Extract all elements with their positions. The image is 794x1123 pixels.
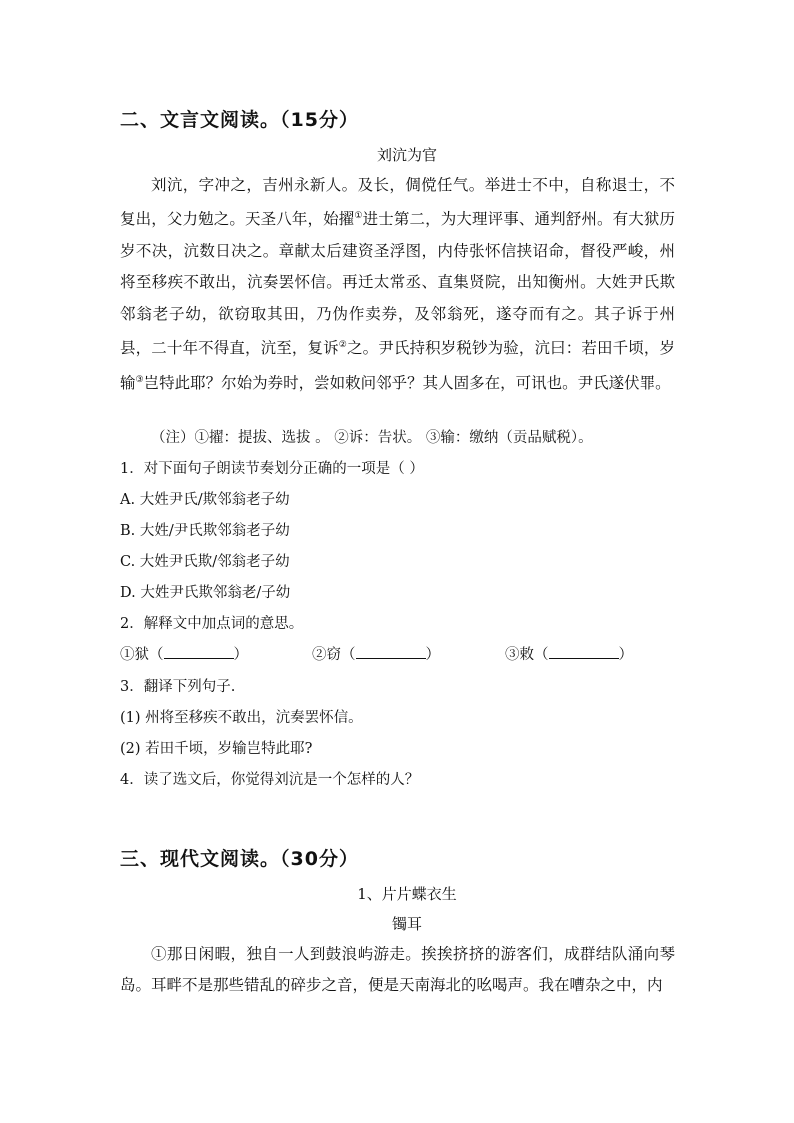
classical-passage: 刘沆，字冲之，吉州永新人。及长，倜傥任气。举进士不中，自称退士，不复出，父力勉之。天圣八年，始擢①进士第二，为大理评事、通判舒州。有大狱历岁不决，沆数日决之。章献太后建资圣浮图，内侍张怀信挟诏命，督役严峻，州将至移疾不敢出，沆奏罢怀信。再迁太常丞、直集贤院，出知衡州。大姓尹氏欺邻翁老子幼，欲窃取其田，乃伪作卖券，及邻翁死，遂夺而有之。其子诉于州县，二十年不得直，沆至，复诉②之。尹氏持积岁税钞为验，沆曰：若田千顷，岁输③岂特此耶？尔始为券时，尝如敕问邻乎？其人固多在，可讯也。尹氏遂伏罪。 xyxy=(120,176,675,392)
passage-title: 刘沆为官 xyxy=(376,146,437,164)
annotation-notes: （注）①擢：提拔、选拔 。 ②诉：告状。 ③输：缴纳（贡品赋税）。 xyxy=(151,430,593,446)
answer-blank xyxy=(164,646,234,659)
q3-sentence-1: (1) 州将至移疾不敢出，沆奏罢怀信。 xyxy=(120,710,363,726)
section2-title: 二、文言文阅读。（15分） xyxy=(120,109,359,131)
answer-blank xyxy=(549,646,619,659)
question-2: 2．解释文中加点词的意思。 xyxy=(120,616,304,632)
q1-option-c: C. 大姓尹氏欺/邻翁老子幼 xyxy=(120,554,290,570)
q1-option-d: D. 大姓尹氏欺邻翁老/子幼 xyxy=(120,585,291,601)
section3-title: 三、现代文阅读。（30分） xyxy=(120,848,359,870)
q1-option-a: A. 大姓尹氏/欺邻翁老子幼 xyxy=(120,492,290,508)
question-4: 4．读了选文后，你觉得刘沆是一个怎样的人？ xyxy=(120,772,420,788)
author-name: 镯耳 xyxy=(391,915,422,933)
q1-option-b: B. 大姓/尹氏欺邻翁老子幼 xyxy=(120,523,290,539)
question-1: 1．对下面句子朗读节奏划分正确的一项是（ ） xyxy=(120,461,424,477)
vocab-item: ②窃（ ） xyxy=(312,647,440,663)
modern-passage-title: 1、片片蝶衣生 xyxy=(357,885,457,903)
vocab-item: ③敕（ ） xyxy=(505,647,633,663)
question-3: 3．翻译下列句子. xyxy=(120,679,236,695)
answer-blank xyxy=(356,646,426,659)
modern-passage: ①那日闲暇，独自一人到鼓浪屿游走。挨挨挤挤的游客们，成群结队涌向琴岛。耳畔不是那些错乱的碎步之音，便是天南海北的吆喝声。我在嘈杂之中，内 xyxy=(120,945,675,995)
q3-sentence-2: (2) 若田千顷，岁输岂特此耶? xyxy=(120,741,313,757)
vocab-item: ①狱（ ） xyxy=(120,647,248,663)
